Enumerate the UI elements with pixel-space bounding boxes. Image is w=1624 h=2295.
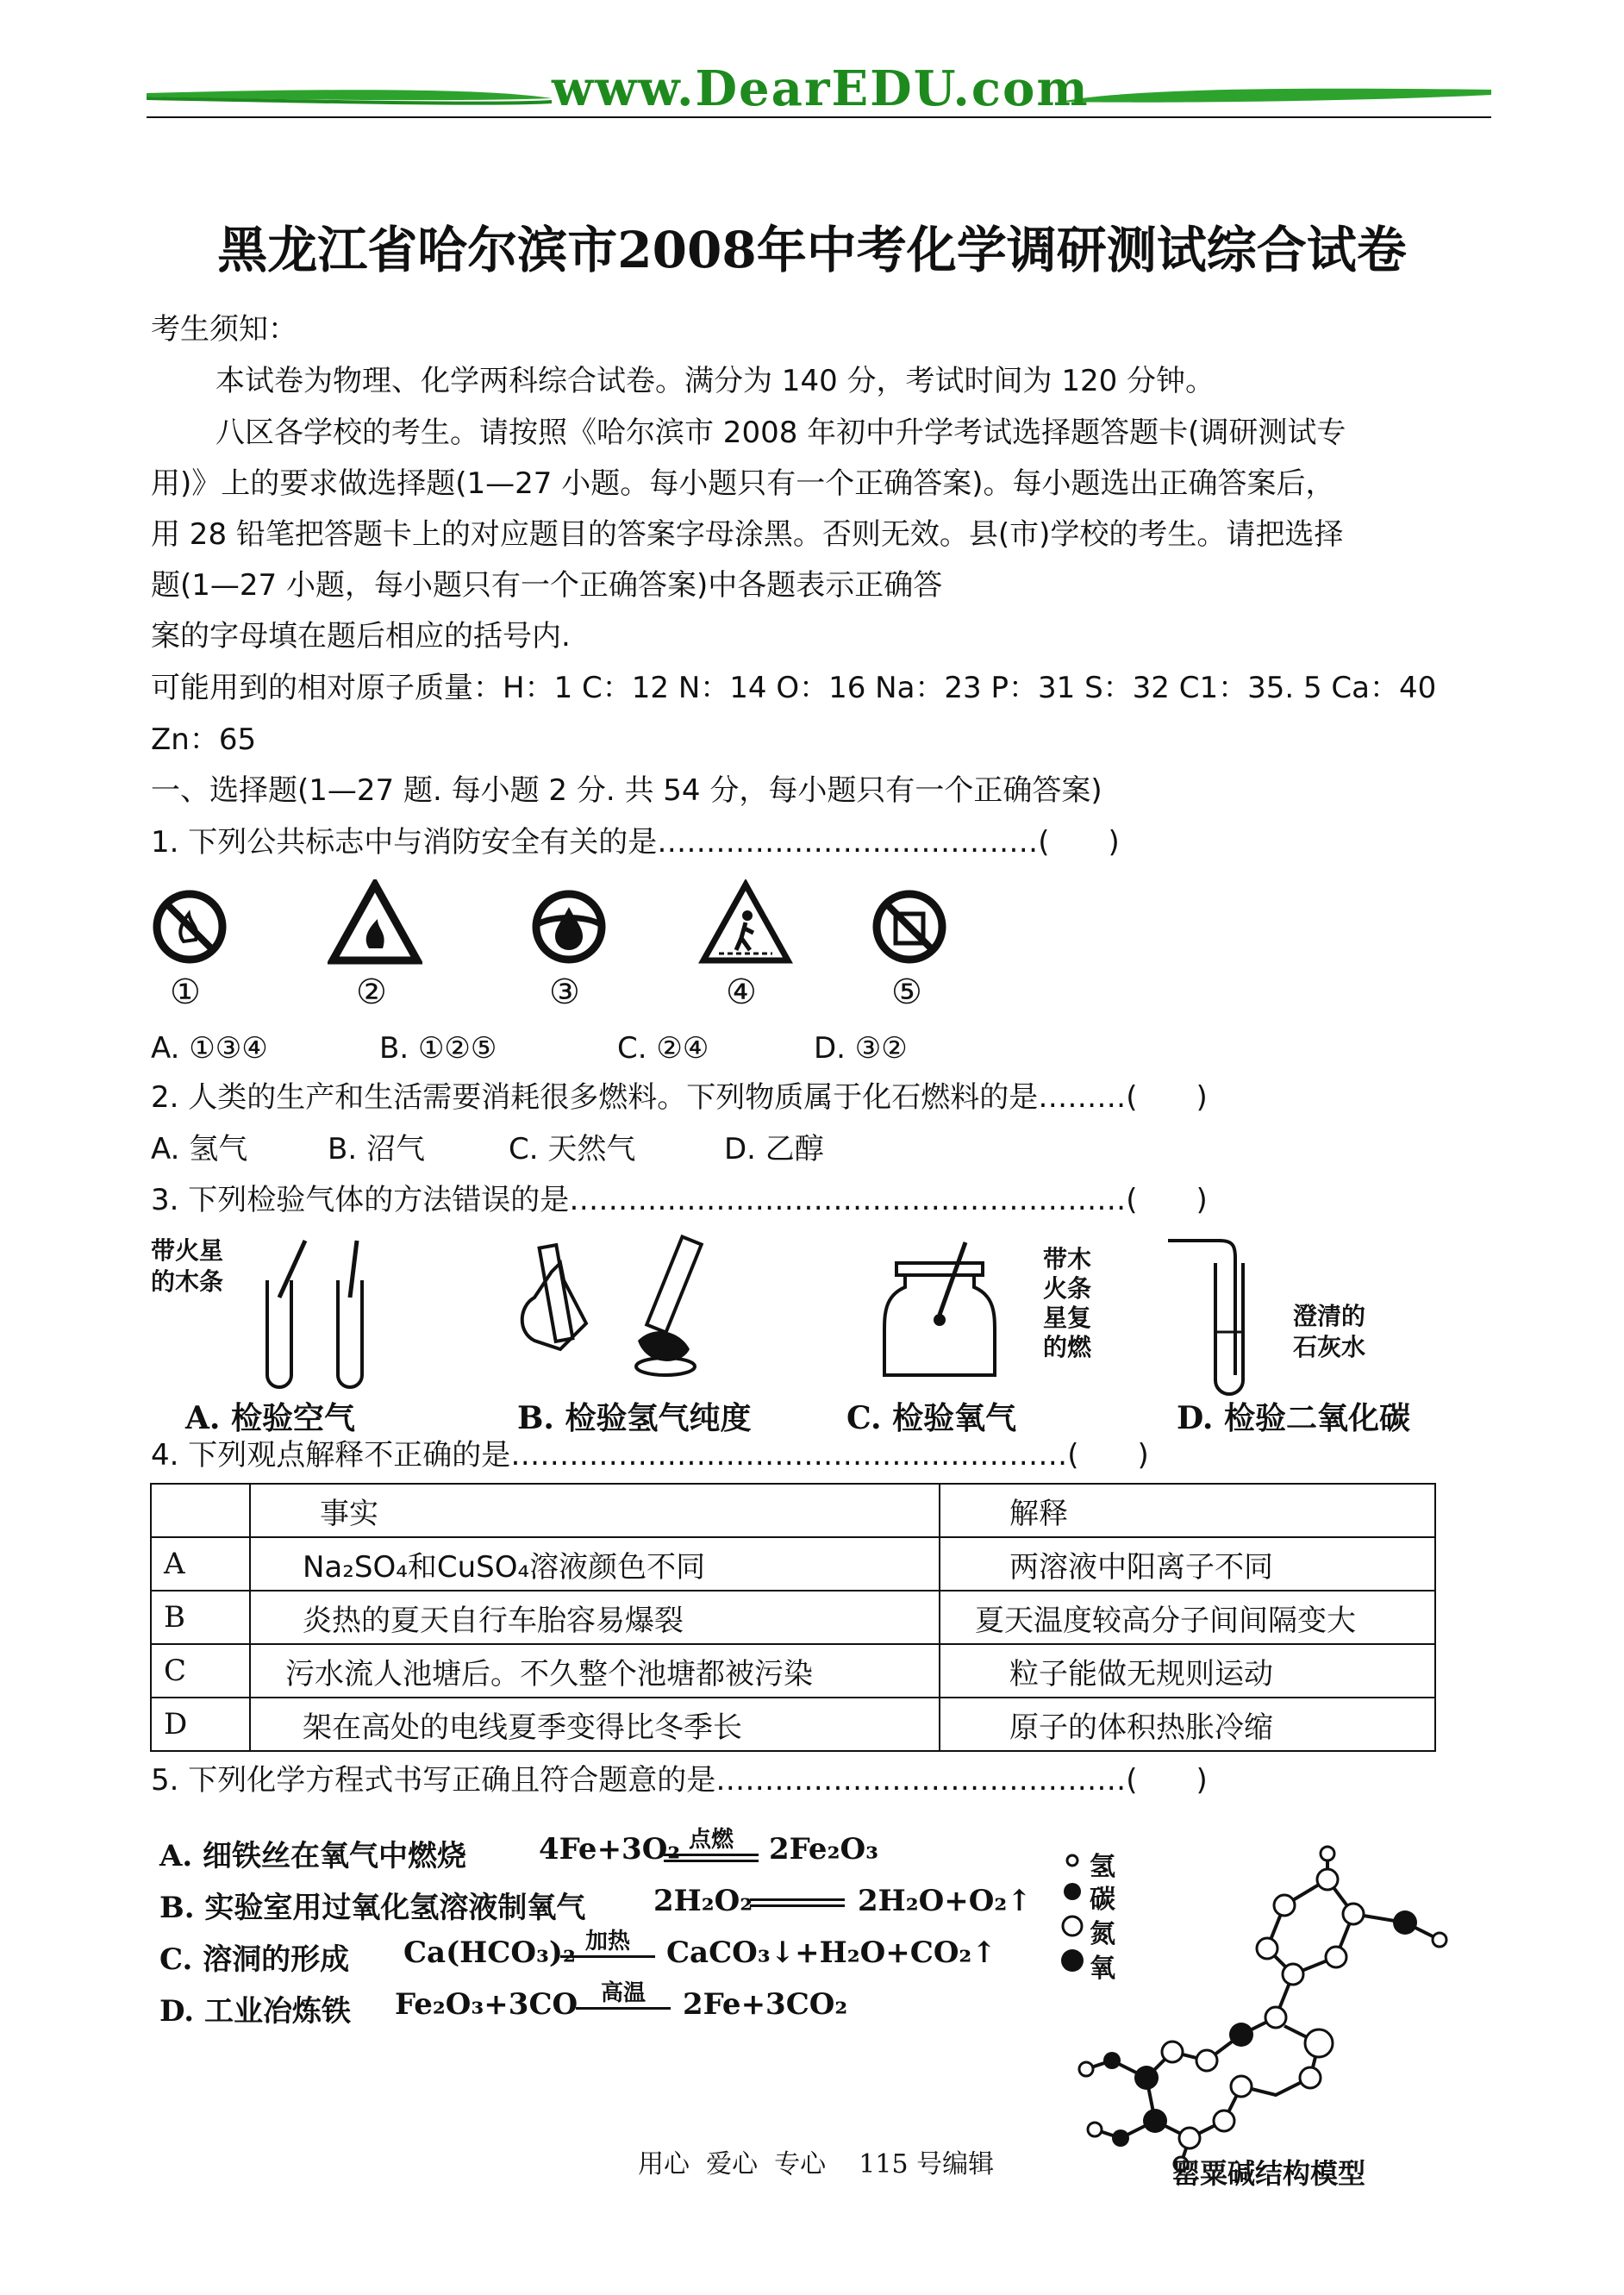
q5-option-a-condition: 点燃 <box>688 1827 734 1853</box>
water-saving-icon <box>526 888 612 966</box>
q1-option-d[interactable]: D. ③② <box>814 1031 908 1066</box>
q1-option-b[interactable]: B. ①②⑤ <box>379 1031 497 1066</box>
notice-paragraph-1: 本试卷为物理、化学两科综合试卷。满分为 140 分，考试时间为 120 分钟。 <box>215 364 1215 398</box>
q5-option-a-arrow <box>664 1828 759 1862</box>
row-explain: 夏天温度较高分子间间隔变大 <box>940 1591 1435 1644</box>
page-footer: 用心 爱心 专心 115 号编辑 <box>638 2149 995 2179</box>
test-tubes-illustration <box>241 1237 414 1392</box>
page-title: 黑龙江省哈尔滨市2008年中考化学调研测试综合试卷 <box>217 221 1407 279</box>
q5-stem: 5. 下列化学方程式书写正确且符合题意的是……………………………………( ) <box>151 1763 1208 1798</box>
q3-c-note-4: 的燃 <box>1043 1333 1092 1361</box>
q3-stem: 3. 下列检验气体的方法错误的是…………………………………………………( ) <box>151 1183 1208 1217</box>
q3-d-note-1: 澄清的 <box>1293 1302 1366 1330</box>
papaverine-molecule-model <box>1069 1845 1483 2190</box>
q2-option-b[interactable]: B. 沼气 <box>328 1132 425 1166</box>
q5-option-d-rhs: 2Fe+3CO₂ <box>683 1987 848 2022</box>
q3-d-note-2: 石灰水 <box>1293 1333 1366 1361</box>
q3-c-note-1: 带木 <box>1043 1245 1092 1273</box>
q5-option-a-rhs: 2Fe₂O₃ <box>769 1832 878 1867</box>
prohibition-sign-icon <box>866 888 953 966</box>
gas-jar-illustration <box>879 1237 1017 1392</box>
q5-option-a-lhs: 4Fe+3O₂ <box>539 1832 681 1867</box>
molecule-caption: 罂粟碱结构模型 <box>1172 2157 1366 2190</box>
q3-a-note-1: 带火星 <box>151 1236 224 1265</box>
legend-oxygen: 氧 <box>1090 1954 1115 1984</box>
table-row <box>151 1591 1435 1644</box>
q2-stem: 2. 人类的生产和生活需要消耗很多燃料。下列物质属于化石燃料的是………( ) <box>151 1080 1208 1115</box>
q3-caption-b[interactable]: B. 检验氢气纯度 <box>517 1400 752 1436</box>
row-explain: 粒子能做无规则运动 <box>940 1644 1435 1698</box>
q5-option-a-label[interactable]: A. 细铁丝在氧气中燃烧 <box>159 1839 467 1873</box>
sign-label-1: ① <box>170 972 201 1012</box>
q3-c-note-3: 星复 <box>1043 1304 1092 1332</box>
legend-carbon: 碳 <box>1090 1885 1115 1915</box>
row-explain: 原子的体积热胀冷缩 <box>940 1698 1435 1751</box>
table-row <box>151 1698 1435 1751</box>
section-heading: 一、选择题(1—27 题. 每小题 2 分. 共 54 分，每小题只有一个正确答案) <box>151 773 1102 808</box>
table-row <box>151 1537 1435 1591</box>
q5-option-c-label[interactable]: C. 溶洞的形成 <box>159 1942 350 1977</box>
q1-signs <box>147 879 974 1017</box>
notice-heading: 考生须知： <box>151 312 297 347</box>
site-name[interactable]: www.DearEDU.com <box>552 60 1090 117</box>
q3-figure <box>147 1229 1422 1435</box>
atomic-mass-line-1: 可能用到的相对原子质量：H：1 C：12 N：14 O：16 Na：23 P：31 S：32 C1：35. 5 Ca：40 <box>151 671 1437 705</box>
row-explain: 两溶液中阳离子不同 <box>940 1537 1435 1591</box>
sign-label-3: ③ <box>549 972 580 1012</box>
q3-caption-d[interactable]: D. 检验二氧化碳 <box>1177 1400 1411 1436</box>
q5-option-c-lhs: Ca(HCO₃)₂ <box>403 1935 576 1970</box>
row-fact: Na₂SO₄和CuSO₄溶液颜色不同 <box>250 1537 940 1591</box>
atomic-mass-line-2: Zn：65 <box>151 722 257 757</box>
q5-option-d-label[interactable]: D. 工业冶炼铁 <box>159 1994 351 2029</box>
notice-paragraph-2-line-4: 题(1—27 小题，每小题只有一个正确答案)中各题表示正确答 <box>151 568 943 603</box>
row-key: C <box>151 1644 250 1698</box>
limewater-test-illustration <box>1168 1229 1306 1401</box>
no-open-flame-icon <box>151 888 228 966</box>
q5-option-c-condition: 加热 <box>584 1929 630 1954</box>
q2-option-a[interactable]: A. 氢气 <box>151 1132 248 1166</box>
q4-stem: 4. 下列观点解释不正确的是…………………………………………………( ) <box>151 1438 1149 1473</box>
flammable-warning-icon <box>328 879 422 966</box>
row-key: A <box>151 1537 250 1591</box>
q5-option-b-lhs: 2H₂O₂ <box>653 1884 753 1918</box>
legend-nitrogen: 氮 <box>1090 1919 1115 1949</box>
row-key: D <box>151 1698 250 1751</box>
notice-paragraph-2-line-3: 用 28 铅笔把答题卡上的对应题目的答案字母涂黑。否则无效。县(市)学校的考生。请把选择 <box>151 517 1344 552</box>
hydrogen-purity-test-illustration <box>509 1229 733 1392</box>
q5-option-c-arrow <box>560 1929 655 1958</box>
row-key: B <box>151 1591 250 1644</box>
table-header-key <box>151 1484 250 1537</box>
notice-paragraph-2-line-2: 用)》上的要求做选择题(1—27 小题。每小题只有一个正确答案)。每小题选出正确答案后， <box>151 466 1335 501</box>
q5-option-c-rhs: CaCO₃↓+H₂O+CO₂↑ <box>666 1935 996 1970</box>
q5-option-d-arrow <box>576 1981 671 2010</box>
table-header-fact: 事实 <box>250 1484 940 1537</box>
sign-label-5: ⑤ <box>891 972 922 1012</box>
sign-label-2: ② <box>356 972 387 1012</box>
notice-paragraph-2-line-1: 八区各学校的考生。请按照《哈尔滨市 2008 年初中升学考试选择题答题卡(调研测试专 <box>215 416 1346 450</box>
sign-label-4: ④ <box>726 972 757 1012</box>
q5-option-d-condition: 高温 <box>600 1980 646 2006</box>
q5-option-b-label[interactable]: B. 实验室用过氧化氢溶液制氧气 <box>159 1891 586 1925</box>
q2-option-d[interactable]: D. 乙醇 <box>724 1132 824 1166</box>
q5-equations <box>155 1827 1032 2043</box>
q1-option-a[interactable]: A. ①③④ <box>151 1031 268 1066</box>
q3-caption-c[interactable]: C. 检验氧气 <box>846 1400 1017 1436</box>
q2-option-c[interactable]: C. 天然气 <box>509 1132 636 1166</box>
table-header-explain: 解释 <box>940 1484 1435 1537</box>
q3-c-note-2: 火条 <box>1043 1274 1092 1303</box>
row-fact: 污水流人池塘后。不久整个池塘都被污染 <box>250 1644 940 1698</box>
pedestrian-warning-icon <box>698 879 793 966</box>
q3-caption-a[interactable]: A. 检验空气 <box>185 1400 355 1436</box>
q4-table <box>150 1483 1436 1752</box>
legend-hydrogen: 氢 <box>1090 1852 1115 1882</box>
q1-stem: 1. 下列公共标志中与消防安全有关的是…………………………………( ) <box>151 825 1120 860</box>
q5-option-b-arrow <box>750 1898 845 1907</box>
q5-option-d-lhs: Fe₂O₃+3CO <box>395 1987 578 2022</box>
q5-option-b-rhs: 2H₂O+O₂↑ <box>858 1884 1032 1918</box>
row-fact: 炎热的夏天自行车胎容易爆裂 <box>250 1591 940 1644</box>
q3-a-note-2: 的木条 <box>151 1267 224 1296</box>
q1-option-c[interactable]: C. ②④ <box>617 1031 709 1066</box>
table-row <box>151 1644 1435 1698</box>
table-header-row <box>151 1484 1435 1537</box>
row-fact: 架在高处的电线夏季变得比冬季长 <box>250 1698 940 1751</box>
notice-paragraph-2-line-5: 案的字母填在题后相应的括号内. <box>151 619 571 653</box>
